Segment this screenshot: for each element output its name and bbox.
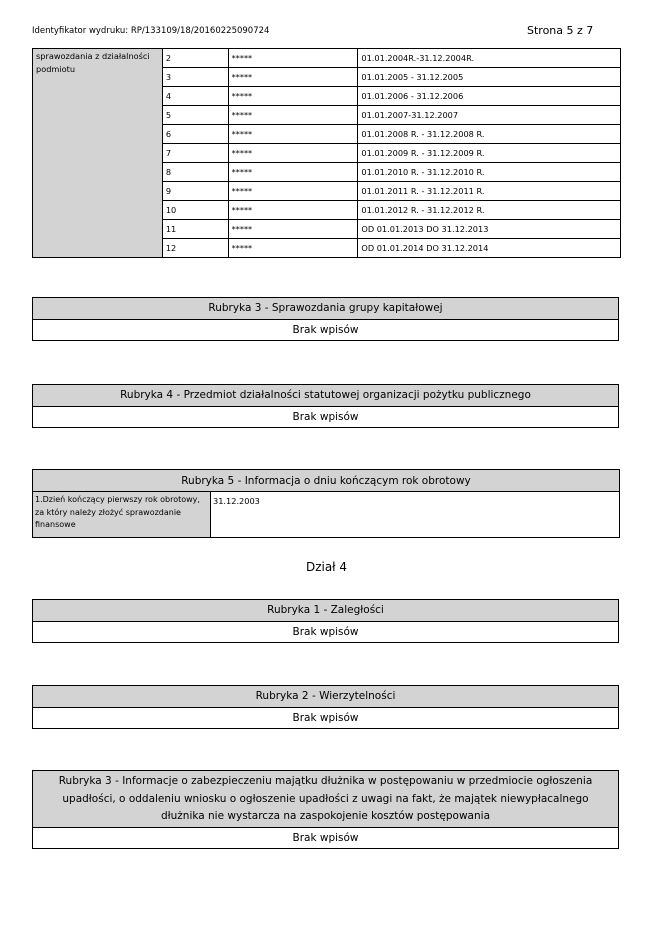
rubryka-4-section	[32, 384, 619, 428]
row-mark: *****	[228, 201, 358, 220]
row-period: OD 01.01.2013 DO 31.12.2013	[358, 220, 621, 239]
row-mark: *****	[228, 125, 358, 144]
field-value: 31.12.2003	[211, 492, 620, 538]
row-mark: *****	[228, 106, 358, 125]
section-body: Brak wpisów	[33, 320, 618, 340]
section-title: Rubryka 3 - Informacje o zabezpieczeniu majątku dłużnika w postępowaniu w przedmiocie ogłoszenia upadłości, o oddaleniu wniosku o ogłoszenie upadłości z uwagi na fakt, że majątek niewypłacalnego dłużnika nie wystarcza na zaspokojenie kosztów postępowania	[33, 771, 618, 828]
row-number: 7	[162, 144, 228, 163]
row-number: 10	[162, 201, 228, 220]
row-mark: *****	[228, 163, 358, 182]
section-title: Rubryka 4 - Przedmiot działalności statutowej organizacji pożytku publicznego	[33, 385, 618, 407]
row-mark: *****	[228, 144, 358, 163]
row-period: 01.01.2010 R. - 31.12.2010 R.	[358, 163, 621, 182]
dzial4-rubryka-2-section	[32, 685, 619, 729]
section-body: Brak wpisów	[33, 622, 618, 642]
print-identifier: Identyfikator wydruku: RP/133109/18/20160225090724	[32, 26, 270, 36]
row-number: 12	[162, 239, 228, 258]
row-period: 01.01.2011 R. - 31.12.2011 R.	[358, 182, 621, 201]
row-mark: *****	[228, 68, 358, 87]
row-number: 3	[162, 68, 228, 87]
row-mark: *****	[228, 239, 358, 258]
row-period: 01.01.2006 - 31.12.2006	[358, 87, 621, 106]
row-period: 01.01.2004R.-31.12.2004R.	[358, 49, 621, 68]
row-number: 4	[162, 87, 228, 106]
table-row	[33, 49, 621, 68]
row-period: 01.01.2008 R. - 31.12.2008 R.	[358, 125, 621, 144]
section-heading: Dział 4	[305, 560, 348, 574]
row-number: 5	[162, 106, 228, 125]
row-period: 01.01.2005 - 31.12.2005	[358, 68, 621, 87]
row-mark: *****	[228, 182, 358, 201]
row-number: 2	[162, 49, 228, 68]
section-title: Rubryka 5 - Informacja o dniu kończącym rok obrotowy	[33, 470, 620, 492]
row-number: 8	[162, 163, 228, 182]
row-period: 01.01.2009 R. - 31.12.2009 R.	[358, 144, 621, 163]
row-period: OD 01.01.2014 DO 31.12.2014	[358, 239, 621, 258]
rubryka-5-table	[32, 469, 620, 538]
dzial4-rubryka-3-section	[32, 770, 619, 849]
row-group-label: sprawozdania z działalności podmiotu	[33, 49, 163, 258]
rubryka-3-section	[32, 297, 619, 341]
row-period: 01.01.2012 R. - 31.12.2012 R.	[358, 201, 621, 220]
section-body: Brak wpisów	[33, 708, 618, 728]
row-number: 9	[162, 182, 228, 201]
row-number: 11	[162, 220, 228, 239]
page-number: Strona 5 z 7	[527, 24, 594, 37]
section-title: Rubryka 2 - Wierzytelności	[33, 686, 618, 708]
row-mark: *****	[228, 87, 358, 106]
section-body: Brak wpisów	[33, 407, 618, 427]
row-mark: *****	[228, 220, 358, 239]
row-number: 6	[162, 125, 228, 144]
dzial4-rubryka-1-section	[32, 599, 619, 643]
row-period: 01.01.2007-31.12.2007	[358, 106, 621, 125]
section-title: Rubryka 1 - Zaległości	[33, 600, 618, 622]
section-title: Rubryka 3 - Sprawozdania grupy kapitałowej	[33, 298, 618, 320]
section-body: Brak wpisów	[33, 828, 618, 848]
field-label: 1.Dzień kończący pierwszy rok obrotowy, za który należy złożyć sprawozdanie finansowe	[33, 492, 211, 538]
reports-table	[32, 48, 621, 258]
row-mark: *****	[228, 49, 358, 68]
